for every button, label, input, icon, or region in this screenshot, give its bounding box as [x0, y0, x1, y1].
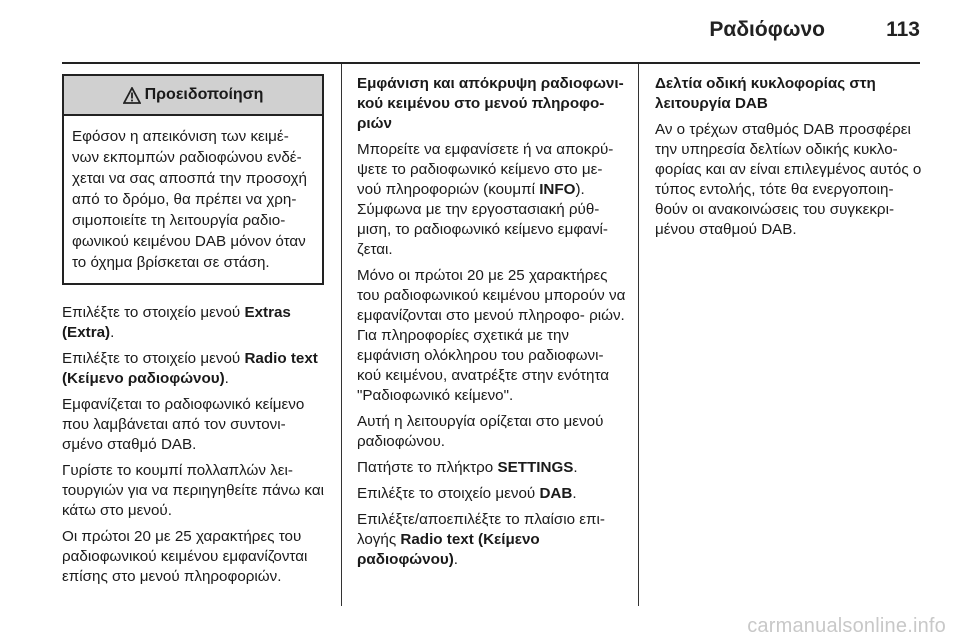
- instruction-select-extras: Επιλέξτε το στοιχείο μενού Extras (Extra).: [62, 304, 291, 341]
- watermark: carmanualsonline.info: [747, 615, 946, 637]
- paragraph-radio-text-shown: Εμφανίζεται το ραδιοφωνικό κείμενο που λαμβάνεται από τον συντονι- σμένο σταθμό DAB.: [62, 396, 305, 453]
- instruction-toggle-radio-text: Επιλέξτε/αποεπιλέξτε το πλαίσιο επι- λογής Radio text (Κείμενο ραδιοφώνου).: [357, 511, 605, 568]
- paragraph-first-characters: Οι πρώτοι 20 με 25 χαρακτήρες του ραδιοφωνικού κειμένου εμφανίζονται επίσης στο μενού πληροφοριών.: [62, 528, 308, 585]
- warning-box: [62, 74, 324, 285]
- paragraph-scroll-menu: Γυρίστε το κουμπί πολλαπλών λει- τουργιών για να περιηγηθείτε πάνω και κάτω στο μενού.: [62, 462, 324, 519]
- warning-header: [64, 76, 322, 116]
- paragraph-show-hide-info: Μπορείτε να εμφανίσετε ή να αποκρύ- ψετε το ραδιοφωνικό κείμενο στο με- νού πληροφοριών (κουμπί INFO). Σύμφωνα με την εργοστασιακή ρύθ- μιση, το ραδιοφωνικό κείμενο εμφανί- ζεται.: [357, 141, 614, 258]
- section-heading-show-hide: Εμφάνιση και απόκρυψη ραδιοφωνι- κού κειμένου στο μενού πληροφο- ριών: [357, 75, 624, 132]
- warning-text: Εφόσον η απεικόνιση των κειμέ- νων εκπομπών ραδιοφώνου ενδέ- χεται να σας αποσπά την προσοχή από το δρόμο, θα πρέπει να χρη- σιμοποιείτε τη λειτουργία ραδιο- φωνικού κειμένου DAB μόνον όταν το όχημα βρίσκεται σε στάση.: [72, 128, 307, 271]
- instruction-select-dab: Επιλέξτε το στοιχείο μενού DAB.: [357, 485, 577, 502]
- page-number: 113: [886, 18, 920, 41]
- paragraph-traffic-announcements: Αν ο τρέχων σταθμός DAB προσφέρει την υπηρεσία δελτίων οδικής κυκλο- φορίας και αν είναι επιλεγμένος αυτός ο τύπος εντολής, τότε θα ενεργοποιη- θούν οι ανακοινώσεις του συγκεκρι- μένου σταθμού DAB.: [655, 121, 922, 238]
- section-heading-traffic: Δελτία οδική κυκλοφορίας στη λειτουργία DAB: [655, 75, 876, 112]
- instruction-select-radio-text: Επιλέξτε το στοιχείο μενού Radio text (Κείμενο ραδιοφώνου).: [62, 350, 318, 387]
- warning-triangle-icon: [123, 87, 141, 104]
- column-divider-1: [341, 64, 342, 606]
- column-divider-2: [638, 64, 639, 606]
- column-left: [62, 74, 324, 593]
- page-title: Ραδιόφωνο: [709, 18, 825, 41]
- header-rule: [62, 62, 920, 64]
- instruction-press-settings: Πατήστε το πλήκτρο SETTINGS.: [357, 459, 578, 476]
- paragraph-character-limit: Μόνο οι πρώτοι 20 με 25 χαρακτήρες του ραδιοφωνικού κειμένου μπορούν να εμφανίζονται στο μενού πληροφο- ριών. Για πληροφορίες σχετικά με την εμφάνιση ολόκληρου του ραδιοφωνι- κού κειμένου, ανατρέξτε στην ενότητα "Ραδιοφωνικό κείμενο".: [357, 267, 626, 404]
- column-right: [655, 74, 923, 246]
- warning-title: Προειδοποίηση: [144, 86, 264, 103]
- column-middle: [357, 74, 627, 576]
- paragraph-radio-menu: Αυτή η λειτουργία ορίζεται στο μενού ραδιοφώνου.: [357, 413, 604, 450]
